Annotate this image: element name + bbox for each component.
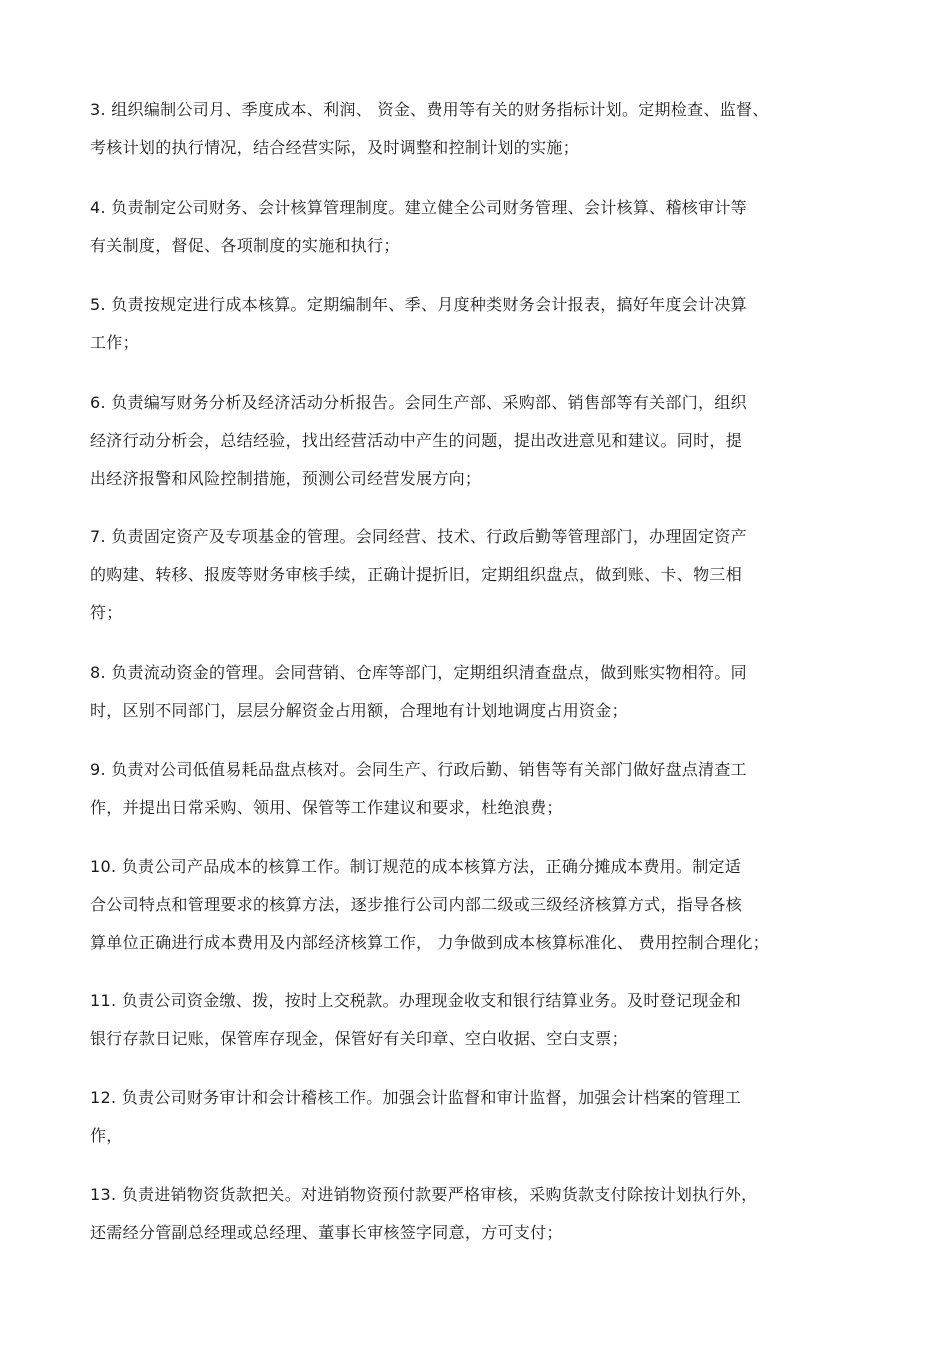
list-item <box>90 654 870 730</box>
list-item <box>90 751 870 827</box>
text-line: 12. 负责公司财务审计和会计稽核工作。加强会计监督和审计监督，加强会计档案的管理工 <box>90 1088 742 1107</box>
text-line: 时，区别不同部门，层层分解资金占用额，合理地有计划地调度占用资金； <box>90 701 628 720</box>
text-line: 符； <box>90 603 123 622</box>
text-line: 算单位正确进行成本费用及内部经济核算工作， 力争做到成本核算标准化、 费用控制合理化； <box>90 933 770 952</box>
list-item <box>90 91 870 167</box>
text-line: 3. 组织编制公司月、季度成本、利润、 资金、费用等有关的财务指标计划。定期检查、监督、 <box>90 100 769 119</box>
list-item <box>90 982 870 1058</box>
text-line: 合公司特点和管理要求的核算方法，逐步推行公司内部二级或三级经济核算方式，指导各核 <box>90 895 743 914</box>
text-line: 10. 负责公司产品成本的核算工作。制订规范的成本核算方法，正确分摊成本费用。制定适 <box>90 857 742 876</box>
list-item <box>90 518 870 632</box>
text-line: 经济行动分析会，总结经验，找出经营活动中产生的问题，提出改进意见和建议。同时，提 <box>90 431 743 450</box>
text-line: 11. 负责公司资金缴、拨，按时上交税款。办理现金收支和银行结算业务。及时登记现金和 <box>90 991 742 1010</box>
text-line: 4. 负责制定公司财务、会计核算管理制度。建立健全公司财务管理、会计核算、稽核审计等 <box>90 198 747 217</box>
text-line: 工作； <box>90 333 139 352</box>
text-line: 7. 负责固定资产及专项基金的管理。会同经营、技术、行政后勤等管理部门，办理固定资产 <box>90 527 747 546</box>
text-line: 13. 负责进销物资货款把关。对进销物资预付款要严格审核，采购货款支付除按计划执行外， <box>90 1185 758 1204</box>
text-line: 6. 负责编写财务分析及经济活动分析报告。会同生产部、采购部、销售部等有关部门，组织 <box>90 393 747 412</box>
list-item <box>90 1079 870 1155</box>
text-line: 还需经分管副总经理或总经理、董事长审核签字同意，方可支付； <box>90 1223 563 1242</box>
list-item <box>90 848 870 962</box>
text-line: 5. 负责按规定进行成本核算。定期编制年、季、月度种类财务会计报表，搞好年度会计决算 <box>90 295 747 314</box>
list-item <box>90 286 870 362</box>
text-line: 有关制度，督促、各项制度的实施和执行； <box>90 236 400 255</box>
list-item <box>90 189 870 265</box>
list-item <box>90 384 870 498</box>
text-line: 9. 负责对公司低值易耗品盘点核对。会同生产、行政后勤、销售等有关部门做好盘点清查工 <box>90 760 747 779</box>
text-line: 作， <box>90 1126 123 1145</box>
list-item <box>90 1176 870 1252</box>
text-line: 考核计划的执行情况，结合经营实际，及时调整和控制计划的实施； <box>90 138 580 157</box>
text-line: 银行存款日记账，保管库存现金，保管好有关印章、空白收据、空白支票； <box>90 1029 628 1048</box>
text-line: 的购建、转移、报废等财务审核手续，正确计提折旧，定期组织盘点，做到账、卡、物三相 <box>90 565 743 584</box>
text-line: 出经济报警和风险控制措施，预测公司经营发展方向； <box>90 469 482 488</box>
text-line: 作，并提出日常采购、领用、保管等工作建议和要求，杜绝浪费； <box>90 798 563 817</box>
text-line: 8. 负责流动资金的管理。会同营销、仓库等部门，定期组织清查盘点，做到账实物相符。同 <box>90 663 747 682</box>
